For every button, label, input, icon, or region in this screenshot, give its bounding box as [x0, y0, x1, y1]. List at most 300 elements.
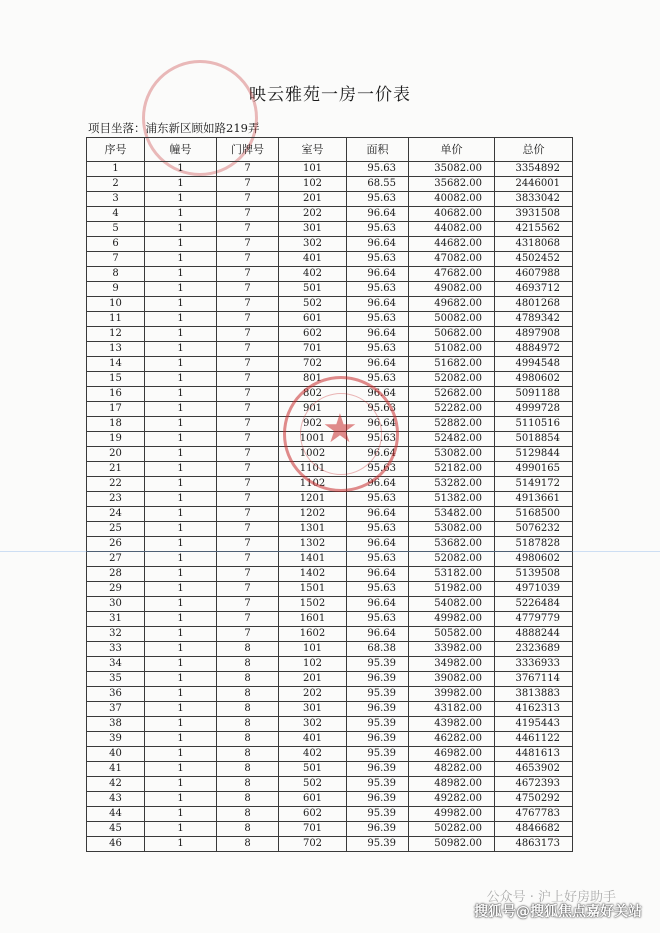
column-header: 室号 — [279, 138, 347, 162]
table-row — [87, 552, 573, 567]
table-cell: 902 — [279, 417, 347, 432]
table-cell: 95.63 — [347, 462, 409, 477]
table-row — [87, 627, 573, 642]
table-cell: 95.63 — [347, 432, 409, 447]
table-row — [87, 432, 573, 447]
table-cell: 51082.00 — [409, 342, 495, 357]
table-cell: 1001 — [279, 432, 347, 447]
table-cell: 2446001 — [495, 177, 573, 192]
table-row — [87, 252, 573, 267]
table-cell: 201 — [279, 672, 347, 687]
table-cell: 96.39 — [347, 762, 409, 777]
table-cell: 7 — [217, 237, 279, 252]
table-cell: 44682.00 — [409, 237, 495, 252]
column-header: 幢号 — [145, 138, 217, 162]
table-cell: 13 — [87, 342, 145, 357]
table-cell: 25 — [87, 522, 145, 537]
table-cell: 47682.00 — [409, 267, 495, 282]
table-cell: 4913661 — [495, 492, 573, 507]
table-cell: 1 — [145, 282, 217, 297]
table-row — [87, 687, 573, 702]
table-cell: 18 — [87, 417, 145, 432]
table-row — [87, 342, 573, 357]
table-cell: 95.63 — [347, 612, 409, 627]
table-cell: 7 — [217, 372, 279, 387]
table-cell: 50082.00 — [409, 312, 495, 327]
table-cell: 96.64 — [347, 567, 409, 582]
table-cell: 51682.00 — [409, 357, 495, 372]
table-cell: 54082.00 — [409, 597, 495, 612]
table-cell: 1 — [145, 507, 217, 522]
table-cell: 7 — [217, 567, 279, 582]
watermark-top-text: 公众号 · 沪上好房助手 — [486, 890, 616, 905]
table-cell: 7 — [217, 612, 279, 627]
table-cell: 7 — [217, 432, 279, 447]
table-cell: 10 — [87, 297, 145, 312]
table-cell: 601 — [279, 312, 347, 327]
table-body — [87, 162, 573, 852]
table-cell: 1 — [145, 417, 217, 432]
table-cell: 8 — [217, 732, 279, 747]
table-cell: 20 — [87, 447, 145, 462]
table-cell: 4999728 — [495, 402, 573, 417]
table-cell: 7 — [217, 357, 279, 372]
table-cell: 52182.00 — [409, 462, 495, 477]
table-row — [87, 357, 573, 372]
table-cell: 4897908 — [495, 327, 573, 342]
table-cell: 4693712 — [495, 282, 573, 297]
table-cell: 50282.00 — [409, 822, 495, 837]
table-cell: 49282.00 — [409, 792, 495, 807]
table-cell: 51382.00 — [409, 492, 495, 507]
table-row — [87, 597, 573, 612]
table-cell: 40082.00 — [409, 192, 495, 207]
table-cell: 1 — [145, 177, 217, 192]
table-cell: 1 — [145, 237, 217, 252]
table-cell: 1502 — [279, 597, 347, 612]
table-cell: 96.64 — [347, 477, 409, 492]
table-cell: 1102 — [279, 477, 347, 492]
table-cell: 8 — [217, 717, 279, 732]
table-cell: 96.64 — [347, 597, 409, 612]
table-cell: 29 — [87, 582, 145, 597]
table-cell: 702 — [279, 357, 347, 372]
table-cell: 96.39 — [347, 822, 409, 837]
table-cell: 7 — [217, 192, 279, 207]
table-cell: 68.38 — [347, 642, 409, 657]
table-cell: 1 — [145, 777, 217, 792]
table-cell: 14 — [87, 357, 145, 372]
table-cell: 96.64 — [347, 507, 409, 522]
table-cell: 35082.00 — [409, 162, 495, 177]
table-cell: 49982.00 — [409, 807, 495, 822]
table-cell: 7 — [217, 417, 279, 432]
table-cell: 8 — [217, 657, 279, 672]
table-cell: 6 — [87, 237, 145, 252]
table-cell: 8 — [217, 687, 279, 702]
table-cell: 102 — [279, 657, 347, 672]
table-cell: 4990165 — [495, 462, 573, 477]
table-cell: 1 — [145, 807, 217, 822]
table-cell: 11 — [87, 312, 145, 327]
table-cell: 402 — [279, 267, 347, 282]
column-header: 序号 — [87, 138, 145, 162]
table-row — [87, 582, 573, 597]
table-cell: 502 — [279, 297, 347, 312]
table-row — [87, 822, 573, 837]
table-cell: 1 — [145, 492, 217, 507]
table-cell: 7 — [217, 477, 279, 492]
table-cell: 51982.00 — [409, 582, 495, 597]
table-cell: 7 — [217, 402, 279, 417]
table-cell: 7 — [87, 252, 145, 267]
table-cell: 36 — [87, 687, 145, 702]
table-cell: 201 — [279, 192, 347, 207]
table-cell: 35682.00 — [409, 177, 495, 192]
table-row — [87, 672, 573, 687]
table-cell: 30 — [87, 597, 145, 612]
column-header: 单价 — [409, 138, 495, 162]
table-row — [87, 402, 573, 417]
table-cell: 1 — [145, 222, 217, 237]
table-cell: 8 — [87, 267, 145, 282]
table-cell: 1 — [145, 462, 217, 477]
table-cell: 34982.00 — [409, 657, 495, 672]
project-location: 项目坐落：浦东新区顾如路219弄 — [88, 121, 260, 135]
table-cell: 202 — [279, 207, 347, 222]
table-cell: 52282.00 — [409, 402, 495, 417]
table-cell: 501 — [279, 762, 347, 777]
table-row — [87, 192, 573, 207]
table-cell: 96.39 — [347, 672, 409, 687]
table-cell: 8 — [217, 837, 279, 852]
table-cell: 1201 — [279, 492, 347, 507]
table-cell: 95.63 — [347, 342, 409, 357]
table-cell: 17 — [87, 402, 145, 417]
table-header — [87, 138, 573, 162]
table-cell: 15 — [87, 372, 145, 387]
table-cell: 8 — [217, 822, 279, 837]
table-cell: 7 — [217, 267, 279, 282]
table-cell: 96.64 — [347, 327, 409, 342]
watermark-bottom-text: 搜狐号@搜狐焦点嘉好关站 — [474, 904, 642, 920]
table-cell: 701 — [279, 822, 347, 837]
table-cell: 37 — [87, 702, 145, 717]
table-cell: 24 — [87, 507, 145, 522]
table-cell: 1 — [145, 822, 217, 837]
table-cell: 1 — [145, 207, 217, 222]
table-cell: 3767114 — [495, 672, 573, 687]
table-cell: 7 — [217, 447, 279, 462]
table-cell: 16 — [87, 387, 145, 402]
table-cell: 1401 — [279, 552, 347, 567]
table-row — [87, 477, 573, 492]
table-cell: 40682.00 — [409, 207, 495, 222]
table-cell: 5187828 — [495, 537, 573, 552]
table-cell: 402 — [279, 747, 347, 762]
table-cell: 53282.00 — [409, 477, 495, 492]
table-row — [87, 642, 573, 657]
table-cell: 3336933 — [495, 657, 573, 672]
table-cell: 27 — [87, 552, 145, 567]
table-row — [87, 237, 573, 252]
table-cell: 7 — [217, 177, 279, 192]
table-cell: 48282.00 — [409, 762, 495, 777]
table-cell: 95.63 — [347, 252, 409, 267]
table-cell: 4980602 — [495, 552, 573, 567]
table-cell: 33 — [87, 642, 145, 657]
table-cell: 40 — [87, 747, 145, 762]
table-cell: 601 — [279, 792, 347, 807]
table-cell: 5110516 — [495, 417, 573, 432]
table-cell: 95.63 — [347, 582, 409, 597]
table-cell: 5076232 — [495, 522, 573, 537]
table-cell: 50682.00 — [409, 327, 495, 342]
table-cell: 43 — [87, 792, 145, 807]
table-row — [87, 177, 573, 192]
table-cell: 1601 — [279, 612, 347, 627]
table-cell: 1 — [145, 837, 217, 852]
table-cell: 44 — [87, 807, 145, 822]
table-cell: 68.55 — [347, 177, 409, 192]
table-cell: 7 — [217, 312, 279, 327]
table-cell: 33982.00 — [409, 642, 495, 657]
table-cell: 49982.00 — [409, 612, 495, 627]
table-cell: 7 — [217, 327, 279, 342]
table-cell: 52882.00 — [409, 417, 495, 432]
table-cell: 96.39 — [347, 732, 409, 747]
table-row — [87, 717, 573, 732]
table-cell: 26 — [87, 537, 145, 552]
table-cell: 52082.00 — [409, 552, 495, 567]
table-cell: 7 — [217, 462, 279, 477]
table-cell: 102 — [279, 177, 347, 192]
table-cell: 5018854 — [495, 432, 573, 447]
table-cell: 1 — [145, 522, 217, 537]
table-cell: 19 — [87, 432, 145, 447]
table-cell: 8 — [217, 672, 279, 687]
table-cell: 1 — [145, 402, 217, 417]
table-cell: 1501 — [279, 582, 347, 597]
table-row — [87, 732, 573, 747]
table-cell: 8 — [217, 747, 279, 762]
table-cell: 53182.00 — [409, 567, 495, 582]
table-cell: 4888244 — [495, 627, 573, 642]
table-cell: 44082.00 — [409, 222, 495, 237]
table-row — [87, 417, 573, 432]
table-cell: 22 — [87, 477, 145, 492]
table-cell: 202 — [279, 687, 347, 702]
table-cell: 7 — [217, 552, 279, 567]
table-cell: 46 — [87, 837, 145, 852]
table-cell: 1 — [145, 267, 217, 282]
table-cell: 1 — [145, 432, 217, 447]
table-cell: 95.63 — [347, 222, 409, 237]
table-cell: 5 — [87, 222, 145, 237]
table-cell: 4767783 — [495, 807, 573, 822]
table-cell: 4994548 — [495, 357, 573, 372]
table-cell: 8 — [217, 642, 279, 657]
table-cell: 95.39 — [347, 777, 409, 792]
table-cell: 35 — [87, 672, 145, 687]
table-cell: 4 — [87, 207, 145, 222]
table-cell: 96.64 — [347, 267, 409, 282]
table-cell: 9 — [87, 282, 145, 297]
table-cell: 1 — [145, 672, 217, 687]
table-cell: 96.64 — [347, 297, 409, 312]
table-cell: 1 — [145, 642, 217, 657]
table-cell: 702 — [279, 837, 347, 852]
table-cell: 4215562 — [495, 222, 573, 237]
table-cell: 602 — [279, 327, 347, 342]
table-cell: 5149172 — [495, 477, 573, 492]
table-cell: 4846682 — [495, 822, 573, 837]
column-header: 门牌号 — [217, 138, 279, 162]
table-cell: 101 — [279, 642, 347, 657]
table-cell: 1 — [145, 717, 217, 732]
table-cell: 1 — [145, 627, 217, 642]
table-cell: 46982.00 — [409, 747, 495, 762]
table-cell: 49682.00 — [409, 297, 495, 312]
watermark-divider — [0, 551, 660, 552]
page-title: 映云雅苑一房一价表 — [249, 85, 411, 105]
table-row — [87, 612, 573, 627]
table-cell: 7 — [217, 492, 279, 507]
table-row — [87, 657, 573, 672]
table-cell: 95.63 — [347, 372, 409, 387]
table-cell: 301 — [279, 222, 347, 237]
table-cell: 4481613 — [495, 747, 573, 762]
table-cell: 1 — [145, 192, 217, 207]
table-cell: 96.39 — [347, 792, 409, 807]
table-cell: 4653902 — [495, 762, 573, 777]
table-cell: 8 — [217, 792, 279, 807]
table-row — [87, 207, 573, 222]
table-cell: 4971039 — [495, 582, 573, 597]
table-cell: 1 — [145, 342, 217, 357]
table-row — [87, 792, 573, 807]
table-cell: 53082.00 — [409, 447, 495, 462]
table-cell: 1 — [145, 387, 217, 402]
table-cell: 32 — [87, 627, 145, 642]
table-cell: 53682.00 — [409, 537, 495, 552]
table-cell: 1 — [145, 687, 217, 702]
table-cell: 41 — [87, 762, 145, 777]
table-cell: 501 — [279, 282, 347, 297]
column-header: 总价 — [495, 138, 573, 162]
table-cell: 7 — [217, 297, 279, 312]
table-cell: 47082.00 — [409, 252, 495, 267]
table-cell: 39982.00 — [409, 687, 495, 702]
table-cell: 7 — [217, 522, 279, 537]
price-table — [86, 137, 573, 852]
table-cell: 7 — [217, 342, 279, 357]
table-cell: 95.39 — [347, 657, 409, 672]
table-cell: 4779779 — [495, 612, 573, 627]
table-cell: 1 — [145, 702, 217, 717]
table-cell: 101 — [279, 162, 347, 177]
table-cell: 1302 — [279, 537, 347, 552]
table-row — [87, 222, 573, 237]
table-cell: 5129844 — [495, 447, 573, 462]
table-cell: 1 — [145, 582, 217, 597]
table-cell: 95.63 — [347, 192, 409, 207]
table-cell: 502 — [279, 777, 347, 792]
table-cell: 1 — [145, 792, 217, 807]
table-cell: 1 — [145, 312, 217, 327]
table-cell: 7 — [217, 627, 279, 642]
table-cell: 401 — [279, 252, 347, 267]
table-cell: 4607988 — [495, 267, 573, 282]
table-cell: 701 — [279, 342, 347, 357]
table-cell: 4461122 — [495, 732, 573, 747]
table-cell: 95.39 — [347, 687, 409, 702]
table-row — [87, 297, 573, 312]
table-row — [87, 777, 573, 792]
table-row — [87, 492, 573, 507]
table-cell: 5139508 — [495, 567, 573, 582]
table-cell: 4863173 — [495, 837, 573, 852]
table-cell: 7 — [217, 537, 279, 552]
table-cell: 1 — [145, 327, 217, 342]
table-row — [87, 837, 573, 852]
table-cell: 901 — [279, 402, 347, 417]
table-cell: 12 — [87, 327, 145, 342]
table-cell: 8 — [217, 807, 279, 822]
table-cell: 50582.00 — [409, 627, 495, 642]
table-row — [87, 702, 573, 717]
table-row — [87, 762, 573, 777]
table-cell: 1 — [145, 612, 217, 627]
table-cell: 39 — [87, 732, 145, 747]
table-row — [87, 507, 573, 522]
table-cell: 21 — [87, 462, 145, 477]
table-cell: 8 — [217, 762, 279, 777]
table-cell: 1 — [145, 297, 217, 312]
table-cell: 1602 — [279, 627, 347, 642]
table-cell: 8 — [217, 777, 279, 792]
table-cell: 7 — [217, 507, 279, 522]
table-cell: 96.64 — [347, 447, 409, 462]
table-cell: 95.63 — [347, 282, 409, 297]
table-cell: 7 — [217, 252, 279, 267]
table-row — [87, 462, 573, 477]
table-row — [87, 312, 573, 327]
table-cell: 302 — [279, 237, 347, 252]
table-cell: 4162313 — [495, 702, 573, 717]
table-cell: 3 — [87, 192, 145, 207]
table-cell: 4318068 — [495, 237, 573, 252]
table-row — [87, 807, 573, 822]
table-cell: 96.64 — [347, 207, 409, 222]
table-cell: 95.39 — [347, 807, 409, 822]
table-cell: 1 — [145, 477, 217, 492]
table-cell: 1002 — [279, 447, 347, 462]
table-cell: 1101 — [279, 462, 347, 477]
table-cell: 1 — [145, 747, 217, 762]
table-cell: 46282.00 — [409, 732, 495, 747]
table-cell: 1 — [145, 372, 217, 387]
table-cell: 5091188 — [495, 387, 573, 402]
table-row — [87, 327, 573, 342]
table-cell: 53082.00 — [409, 522, 495, 537]
table-cell: 7 — [217, 387, 279, 402]
table-cell: 1 — [145, 537, 217, 552]
table-cell: 7 — [217, 282, 279, 297]
table-cell: 602 — [279, 807, 347, 822]
table-row — [87, 372, 573, 387]
table-cell: 1 — [145, 552, 217, 567]
